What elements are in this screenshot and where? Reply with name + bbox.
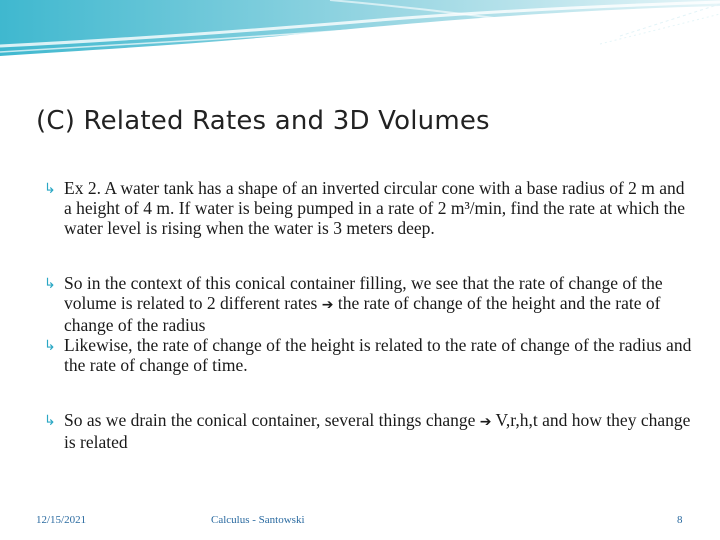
curved-arrow-bullet-icon: ↳ [44,181,56,197]
bullet-context [44,273,694,335]
right-arrow-icon: ➔ [479,414,492,430]
bullet-drain [44,410,694,452]
bullet-text-continued: V,r,h,t and how they change is related [64,410,691,452]
slide-title: (C) Related Rates and 3D Volumes [36,106,490,136]
curved-arrow-bullet-icon: ↳ [44,413,56,429]
slide-body [44,178,694,452]
bullet-text: So in the context of this conical container filling, we see that the rate of change of the volume is related to 2 different rates [64,273,663,313]
footer-date: 12/15/2021 [36,514,87,526]
bullet-text: Likewise, the rate of change of the height is related to the rate of change of the radius and the rate of change of time. [64,335,692,375]
top-wave-decoration [0,0,720,60]
right-arrow-icon: ➔ [321,297,334,313]
footer-author: Calculus - Santowski [211,514,305,526]
curved-arrow-bullet-icon: ↳ [44,338,56,354]
bullet-text-continued: the rate of change of the height and the rate of change of the radius [64,293,661,335]
bullet-text: So as we drain the conical container, several things change [64,410,476,430]
bullet-text: Ex 2. A water tank has a shape of an inverted circular cone with a base radius of 2 m and a height of 4 m. If water is being pumped in a rate of 2 m³/min, find the rate at which the water level is rising when the water is 3 meters deep. [64,178,685,238]
bullet-example [44,178,694,238]
page-number: 8 [677,514,683,526]
curved-arrow-bullet-icon: ↳ [44,276,56,292]
bullet-likewise [44,335,694,375]
